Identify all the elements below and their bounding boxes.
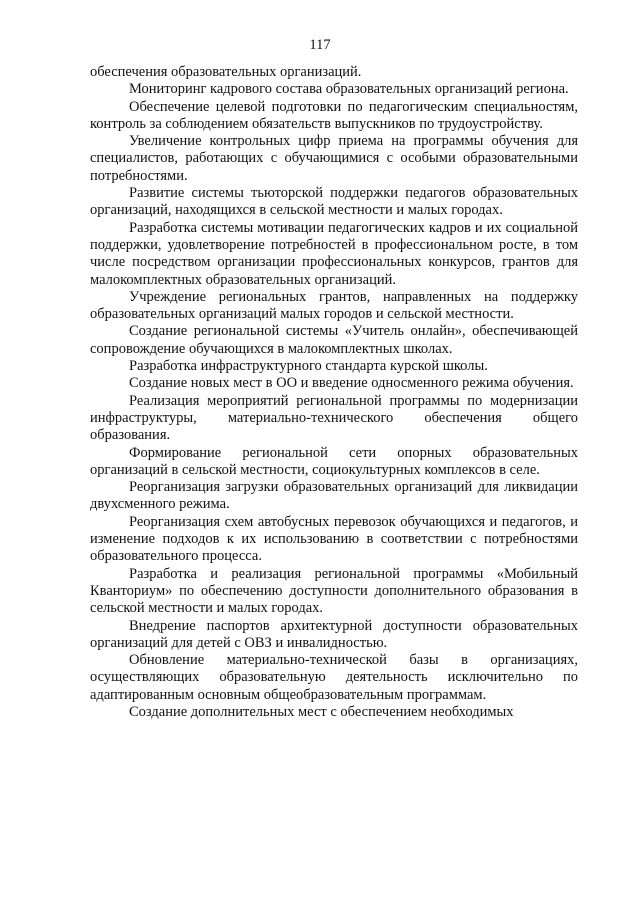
paragraph: Разработка инфраструктурного стандарта курской школы. [129,358,488,375]
paragraph: Мониторинг кадрового состава образовательных организаций региона. [129,81,569,98]
paragraph: Реорганизация схем автобусных перевозок обучающихся и педагогов, и изменение подходов к их использованию в соответствии с потребностями образовательного процесса. [90,513,578,565]
paragraph: Реорганизация загрузки образовательных организаций для ликвидации двухсменного режима. [90,479,578,513]
paragraph: Создание дополнительных мест с обеспечением необходимых [129,703,514,720]
document-body [90,64,578,721]
paragraph: Внедрение паспортов архитектурной доступности образовательных организаций для детей с ОВЗ и инвалидностью. [90,617,578,651]
page-number: 117 [309,37,331,53]
paragraph: Формирование региональной сети опорных образовательных организаций в сельской местности, социокультурных комплексов в селе. [90,444,578,478]
paragraph: Увеличение контрольных цифр приема на программы обучения для специалистов, работающих с обучающимися с особыми образовательными потребностями. [90,133,578,184]
paragraph: Разработка системы мотивации педагогических кадров и их социальной поддержки, удовлетворение потребностей в профессиональном росте, в том числе посредством организации профессиональных конкурсов, грантов для малокомплектных образовательных организаций. [90,219,578,288]
paragraph: Учреждение региональных грантов, направленных на поддержку образовательных организаций малых городов и сельской местности. [90,288,578,323]
paragraph: Обеспечение целевой подготовки по педагогическим специальностям, контроль за соблюдением обязательств выпускников по трудоустройству. [90,98,578,132]
paragraph: Обновление материально-технической базы в организациях, осуществляющих образовательную деятельность исключительно по адаптированным основным общеобразовательным программам. [90,652,578,703]
paragraph: Разработка и реализация региональной программы «Мобильный Кванториум» по обеспечению доступности дополнительного образования в сельской местности и малых городах. [90,565,578,617]
paragraph: Развитие системы тьюторской поддержки педагогов образовательных организаций, находящихся в сельской местности и малых городах. [90,185,578,219]
paragraph: Реализация мероприятий региональной программы по модернизации инфраструктуры, материально-технического обеспечения общего образования. [90,392,578,444]
paragraph: обеспечения образовательных организаций. [90,64,362,80]
paragraph: Создание региональной системы «Учитель онлайн», обеспечивающей сопровождение обучающихся в малокомплектных школах. [90,323,578,357]
paragraph: Создание новых мест в ОО и введение односменного режима обучения. [129,375,574,392]
